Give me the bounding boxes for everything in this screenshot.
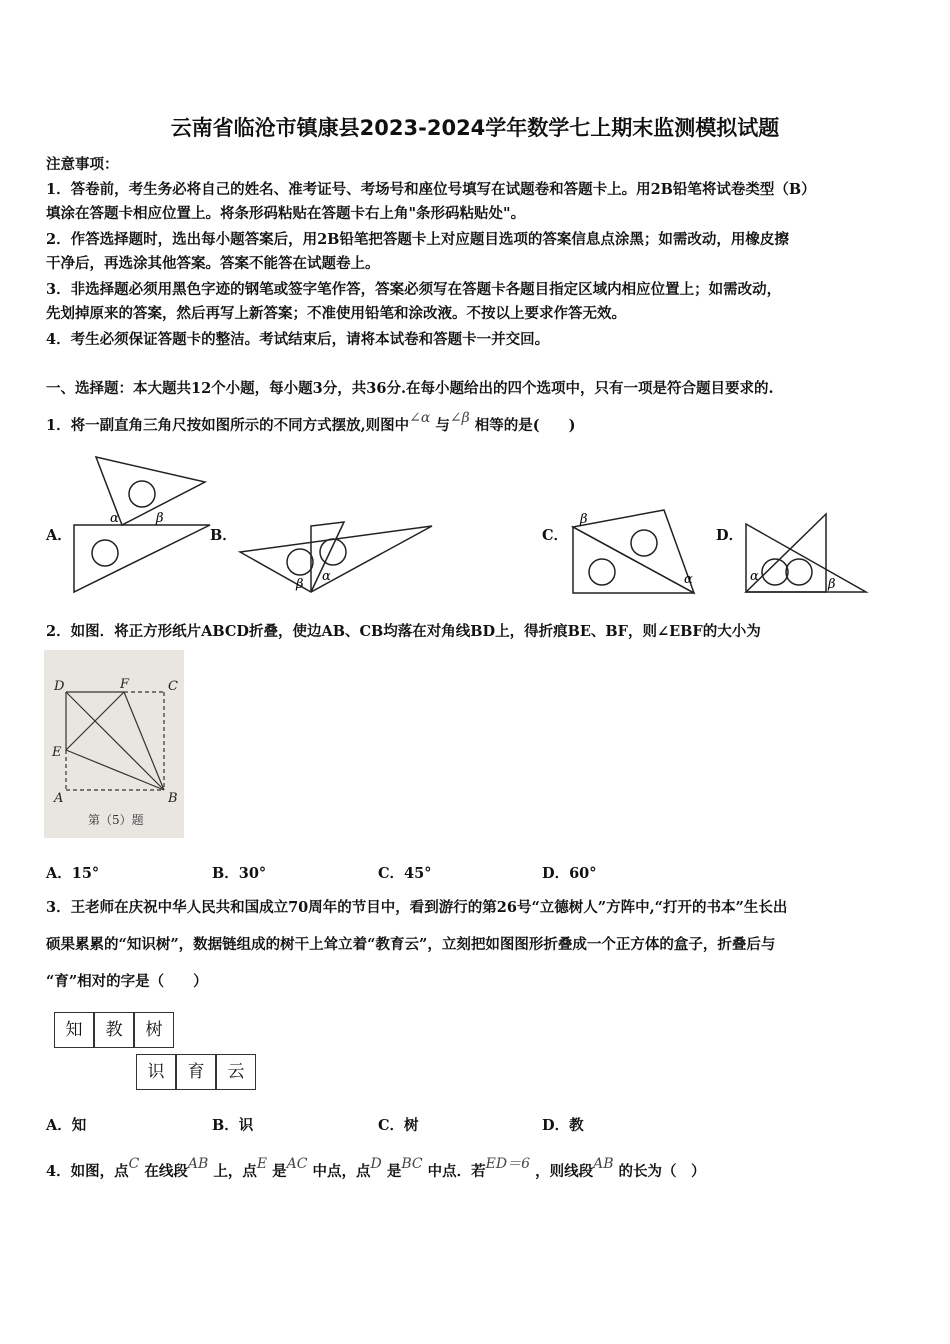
alpha-label: α — [684, 572, 693, 587]
net-cell: 育 — [176, 1054, 216, 1090]
notice-line: 干净后，再选涂其他答案。答案不能答在试题卷上。 — [46, 255, 380, 272]
q3-option-b: B．识 — [212, 1117, 254, 1134]
q4-text: 上，点 — [213, 1163, 257, 1180]
q4-math: AB — [593, 1156, 614, 1172]
q2-option-b: B．30° — [212, 865, 267, 882]
label-e: E — [52, 745, 62, 760]
beta-label: β — [296, 577, 304, 592]
beta-label: β — [580, 512, 588, 527]
crease-be — [66, 750, 164, 790]
q4-math: D — [370, 1156, 382, 1172]
question-4 — [46, 1156, 906, 1181]
q1-text-post: 相等的是( ) — [474, 417, 576, 434]
q2-option-d: D．60° — [542, 865, 597, 882]
q4-math: AB — [187, 1156, 209, 1172]
q2-figure — [44, 650, 184, 838]
question-1 — [46, 410, 906, 435]
q4-text: ，则线段 — [535, 1163, 594, 1180]
label-d: D — [54, 679, 65, 694]
q2-option-c: C．45° — [378, 865, 432, 882]
q4-math: E — [256, 1156, 268, 1172]
q4-text: 中点．若 — [427, 1163, 486, 1180]
notice-line: 先划掉原来的答案，然后再写上新答案；不准使用铅笔和涂改液。不按以上要求作答无效。 — [46, 305, 626, 322]
q4-text: 是 — [272, 1163, 287, 1180]
notice-heading: 注意事项： — [46, 156, 119, 173]
label-b: B — [168, 791, 178, 806]
q4-math: ED＝6 — [485, 1156, 531, 1172]
net-cell: 识 — [136, 1054, 176, 1090]
set-square-hole — [92, 540, 118, 566]
q1-angle-alpha: ∠α — [409, 410, 431, 426]
set-square-triangle — [240, 526, 432, 592]
alpha-label: α — [110, 511, 119, 526]
notice-line: 填涂在答题卡相应位置上。将条形码粘贴在答题卡右上角"条形码粘贴处"。 — [46, 205, 526, 222]
set-square-triangle — [74, 525, 210, 592]
q1-option-c: C． — [542, 527, 569, 544]
q4-text: 中点，点 — [312, 1163, 371, 1180]
q3-option-c: C．树 — [378, 1117, 419, 1134]
question-3-line: 3．王老师在庆祝中华人民共和国成立70周年的节目中，看到游行的第26号“立德树人”方阵中,“打开的书本”生长出 — [46, 899, 788, 916]
notice-line: 2．作答选择题时，选出每小题答案后，用2B铅笔把答题卡上对应题目选项的答案信息点涂黑；如需改动，用橡皮擦 — [46, 231, 789, 248]
q4-text: 的长为（ ） — [618, 1163, 706, 1180]
label-a: A — [54, 791, 64, 806]
q4-text: 4．如图，点 — [46, 1163, 129, 1180]
net-cell: 树 — [134, 1012, 174, 1048]
q4-math: AC — [286, 1156, 308, 1172]
q1-option-a: A． — [46, 527, 72, 544]
q1-text-pre: 1．将一副直角三角尺按如图所示的不同方式摆放,则图中 — [46, 417, 410, 434]
q3-option-a: A．知 — [46, 1117, 87, 1134]
q3-cube-net — [54, 1012, 264, 1092]
q4-math: C — [128, 1156, 140, 1172]
beta-label: β — [156, 511, 164, 526]
net-cell: 知 — [54, 1012, 94, 1048]
question-3-line: 硕果累累的“知识树”，数据链组成的树干上耸立着“教育云”，立刻把如图图形折叠成一个正方体的盒子，折叠后与 — [46, 936, 776, 953]
set-square-hole — [287, 549, 313, 575]
set-square-hole — [589, 559, 615, 585]
question-3-line: “育”相对的字是（ ） — [46, 973, 208, 990]
q1-figure-a — [60, 452, 220, 596]
q1-figure-c — [566, 505, 706, 597]
q1-figure-d — [740, 510, 870, 596]
label-c: C — [168, 679, 178, 694]
set-square-hole — [129, 481, 155, 507]
figure-caption: 第（5）题 — [88, 813, 144, 827]
q2-option-a: A．15° — [46, 865, 100, 882]
crease-bf — [124, 692, 164, 790]
notice-line: 4．考生必须保证答题卡的整洁。考试结束后，请将本试卷和答题卡一并交回。 — [46, 331, 550, 348]
q3-option-d: D．教 — [542, 1117, 584, 1134]
section-heading: 一、选择题：本大题共12个小题，每小题3分，共36分.在每小题给出的四个选项中，只有一项是符合题目要求的. — [46, 380, 774, 397]
question-2: 2．如图．将正方形纸片ABCD折叠，使边AB、CB均落在对角线BD上，得折痕BE、BF，则∠EBF的大小为 — [46, 623, 761, 640]
notice-line: 3．非选择题必须用黑色字迹的钢笔或签字笔作答，答案必须写在答题卡各题目指定区域内相应位置上；如需改动， — [46, 281, 782, 298]
q1-figure-b — [236, 518, 436, 598]
beta-label: β — [828, 577, 836, 592]
q1-option-b: B． — [210, 527, 237, 544]
label-f: F — [120, 677, 130, 692]
net-cell: 教 — [94, 1012, 134, 1048]
alpha-label: α — [750, 569, 759, 584]
set-square-hole — [786, 559, 812, 585]
q4-text: 是 — [386, 1163, 402, 1180]
q1-angle-beta: ∠β — [449, 410, 470, 426]
notice-line: 1．答卷前，考生务必将自己的姓名、准考证号、考场号和座位号填写在试题卷和答题卡上。用2B铅笔将试卷类型（B） — [46, 181, 816, 198]
q1-option-d: D． — [716, 527, 744, 544]
exam-title: 云南省临沧市镇康县2023-2024学年数学七上期末监测模拟试题 — [170, 116, 780, 140]
q4-text: 在线段 — [144, 1163, 188, 1180]
diagonal-bd — [66, 692, 164, 790]
set-square-hole — [320, 539, 346, 565]
set-square-hole — [631, 530, 657, 556]
alpha-label: α — [322, 569, 331, 584]
q1-text-mid: 与 — [435, 417, 450, 434]
net-cell: 云 — [216, 1054, 256, 1090]
q4-math: BC — [401, 1156, 423, 1172]
